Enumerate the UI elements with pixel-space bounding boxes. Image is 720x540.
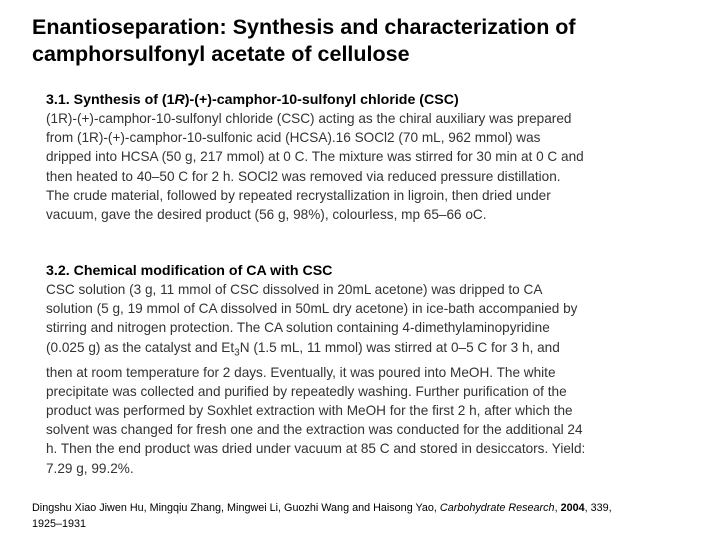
section-1-line: then heated to 40–50 C for 2 h. SOCl2 was removed via reduced pressure distillation. [46,168,561,184]
section-2-line4-post: N (1.5 mL, 11 mmol) was stirred at 0–5 C for 3 h, and [239,339,560,355]
section-1-heading-pre: 3.1. Synthesis of (1 [46,92,175,108]
section-2-line4-sub: 3 [234,347,240,359]
section-1-line: vacuum, gave the desired product (56 g, 98%), colourless, mp 65–66 oC. [46,207,487,223]
section-2-line: solvent was changed for fresh one and the extraction was conducted for the additional 24 [46,422,583,438]
citation-year: 2004 [560,502,585,514]
citation-sep: , [554,502,561,514]
section-2-line: 7.29 g, 99.2%. [46,460,134,476]
title-line-2: camphorsulfonyl acetate of cellulose [32,42,410,66]
citation-pages: 1925–1931 [32,518,87,530]
citation-authors: Dingshu Xiao Jiwen Hu, Mingqiu Zhang, Mingwei Li, Guozhi Wang and Haisong Yao, [32,502,440,514]
section-2-heading: 3.2. Chemical modification of CA with CSC [46,263,333,279]
section-1-body [46,109,691,224]
section-2-line: solution (5 g, 19 mmol of CA dissolved in 50mL dry acetone) in ice-bath accompanied by [46,301,578,317]
section-2-line: then at room temperature for 2 days. Eventually, it was poured into MeOH. The white [46,364,556,380]
title-line-1: Enantioseparation: Synthesis and characterization of [32,15,576,39]
section-2-body [46,280,691,478]
section-2-line: precipitate was collected and purified by repeatedly washing. Further purification of the [46,383,567,399]
section-2-line: product was performed by Soxhlet extraction with MeOH for the first 2 h, after which the [46,402,573,418]
section-2-line: stirring and nitrogen protection. The CA solution containing 4-dimethylaminopyridine [46,320,550,336]
section-2-line: h. Then the end product was dried under vacuum at 85 C and stored in desiccators. Yield: [46,441,586,457]
section-1-line: (1R)-(+)-camphor-10-sulfonyl chloride (CSC) acting as the chiral auxiliary was prepared [46,111,572,126]
citation-volume: , 339, [584,502,612,514]
section-1-heading [46,91,686,109]
section-1-line: dripped into HCSA (50 g, 217 mmol) at 0 C. The mixture was stirred for 30 min at 0 C and [46,149,584,165]
citation-journal: Carbohydrate Research [439,502,555,514]
section-1-heading-r: R [174,92,185,108]
citation [32,500,682,532]
section-1-line: from (1R)-(+)-camphor-10-sulfonic acid (HCSA).16 SOCl2 (70 mL, 962 mmol) was [46,130,541,146]
section-2-line: CSC solution (3 g, 11 mmol of CSC dissolved in 20mL acetone) was dripped to CA [46,282,543,297]
section-2-line4-pre: (0.025 g) as the catalyst and Et [46,339,235,355]
section-2-line [46,338,691,363]
page-title [32,14,692,68]
section-1-heading-post: )-(+)-camphor-10-sulfonyl chloride (CSC) [184,92,459,108]
section-1-line: The crude material, followed by repeated recrystallization in ligroin, then dried under [46,187,551,203]
